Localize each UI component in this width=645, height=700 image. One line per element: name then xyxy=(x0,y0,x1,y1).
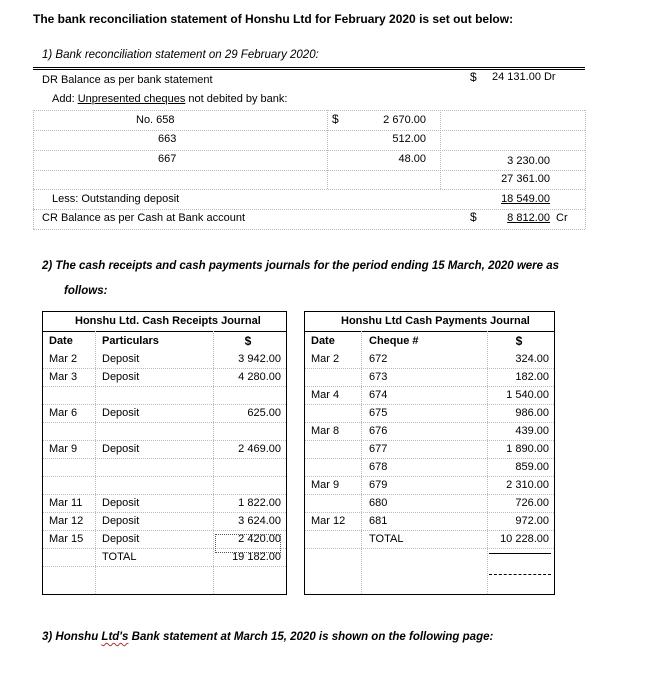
payments-title: Honshu Ltd Cash Payments Journal xyxy=(341,315,530,327)
payments-cell-amount: 859.00 xyxy=(515,461,549,473)
cheque-amount: 2 670.00 xyxy=(383,114,426,126)
receipts-cell-amount: 1 822.00 xyxy=(238,497,281,509)
receipts-cell-particulars: Deposit xyxy=(102,371,140,383)
payments-row-line xyxy=(305,422,554,423)
cheque-no: 667 xyxy=(158,153,177,165)
receipts-row-line xyxy=(43,476,286,477)
payments-row-line xyxy=(305,548,554,549)
receipts-col-line xyxy=(95,331,96,594)
receipts-cell-date: Mar 15 xyxy=(49,533,84,545)
payments-row-line xyxy=(305,476,554,477)
receipts-cell-particulars: Deposit xyxy=(102,353,140,365)
s1-grid-line xyxy=(33,110,34,229)
receipts-cell-amount: 625.00 xyxy=(247,407,281,419)
payments-header-amount: $ xyxy=(515,334,523,348)
s1-grid-line xyxy=(327,110,328,189)
section3-prefix: 3) Honshu xyxy=(42,631,102,643)
payments-cell-amount: 726.00 xyxy=(515,497,549,509)
payments-row-line xyxy=(305,458,554,459)
payments-cell-cheque: 673 xyxy=(369,371,388,383)
add-unpresented-label xyxy=(52,93,287,105)
payments-cell-date: Mar 4 xyxy=(311,389,340,401)
cr-balance-value: 8 812.00 xyxy=(507,212,550,224)
receipts-journal xyxy=(42,311,287,595)
receipts-col-line xyxy=(213,331,214,594)
receipts-cell-particulars: TOTAL xyxy=(102,551,137,563)
add-underlined: Unpresented cheques xyxy=(77,93,186,105)
subtotal-value: 27 361.00 xyxy=(501,173,550,185)
payments-cell-cheque: 672 xyxy=(369,353,388,365)
payments-cell-cheque: 678 xyxy=(369,461,388,473)
receipts-cell-particulars: Deposit xyxy=(102,443,140,455)
payments-cell-cheque: 676 xyxy=(369,425,388,437)
payments-header-cheque: Cheque # xyxy=(369,335,419,347)
dr-balance-value: 24 131.00 Dr xyxy=(492,71,556,83)
receipts-cell-particulars: Deposit xyxy=(102,515,140,527)
page-title: The bank reconciliation statement of Honshu Ltd for February 2020 is set out below: xyxy=(33,12,514,26)
cheques-total: 3 230.00 xyxy=(507,155,550,167)
payments-col-line xyxy=(361,331,362,594)
receipts-row-line xyxy=(43,404,286,405)
payments-row-line xyxy=(305,368,554,369)
payments-total-double-rule xyxy=(489,574,551,575)
receipts-row-line xyxy=(43,422,286,423)
receipts-cell-date: Mar 2 xyxy=(49,353,78,365)
payments-journal xyxy=(304,311,555,595)
s1-grid-line xyxy=(33,170,585,171)
section2-heading-line2: follows: xyxy=(64,285,108,297)
receipts-cell-date: Mar 6 xyxy=(49,407,78,419)
payments-cell-amount: 2 310.00 xyxy=(506,479,549,491)
receipts-cell-particulars: Deposit xyxy=(102,497,140,509)
section2-heading-line1: 2) The cash receipts and cash payments journals for the period ending 15 March, 2020 were as xyxy=(42,260,560,272)
section3-heading xyxy=(42,631,493,643)
section1-top-rule xyxy=(33,67,585,68)
payments-cell-cheque: 681 xyxy=(369,515,388,527)
payments-cell-cheque: 674 xyxy=(369,389,388,401)
receipts-highlight xyxy=(215,534,281,553)
payments-cell-cheque: 677 xyxy=(369,443,388,455)
payments-cell-amount: 182.00 xyxy=(515,371,549,383)
less-deposit-value: 18 549.00 xyxy=(501,193,550,205)
payments-cell-date: Mar 8 xyxy=(311,425,340,437)
receipts-header-particulars: Particulars xyxy=(102,335,159,347)
s1-grid-line xyxy=(33,229,585,230)
s1-grid-line xyxy=(33,209,585,210)
payments-cell-amount: 972.00 xyxy=(515,515,549,527)
payments-cell-cheque: 680 xyxy=(369,497,388,509)
receipts-row-line xyxy=(43,494,286,495)
receipts-row-line xyxy=(43,368,286,369)
s1-grid-line xyxy=(585,110,586,229)
payments-cell-date: Mar 12 xyxy=(311,515,346,527)
receipts-row-line xyxy=(43,386,286,387)
receipts-header-amount: $ xyxy=(244,334,252,348)
receipts-cell-date: Mar 3 xyxy=(49,371,78,383)
cheques-currency: $ xyxy=(332,112,339,126)
receipts-header-date: Date xyxy=(49,335,73,347)
payments-cell-date: Mar 2 xyxy=(311,353,340,365)
section1-top-rule-2 xyxy=(33,69,585,70)
payments-cell-amount: 10 228.00 xyxy=(500,533,549,545)
receipts-cell-amount: 2 469.00 xyxy=(238,443,281,455)
s1-grid-line xyxy=(440,110,441,189)
receipts-cell-amount: 19 182.00 xyxy=(232,551,281,563)
receipts-cell-amount: 3 942.00 xyxy=(238,353,281,365)
payments-row-line xyxy=(305,386,554,387)
receipts-row-line xyxy=(43,512,286,513)
cheque-amount: 512.00 xyxy=(392,133,426,145)
receipts-cell-particulars: Deposit xyxy=(102,533,140,545)
receipts-cell-amount: 2 420.00 xyxy=(238,533,281,545)
s1-grid-line xyxy=(33,110,585,111)
receipts-title-rule xyxy=(43,331,286,332)
cheque-no: No. 658 xyxy=(136,114,175,126)
dr-currency: $ xyxy=(470,70,477,84)
payments-cell-amount: 439.00 xyxy=(515,425,549,437)
section3-suffix: Bank statement at March 15, 2020 is shown on the following page: xyxy=(128,631,494,643)
payments-cell-amount: 324.00 xyxy=(515,353,549,365)
s1-grid-line xyxy=(33,189,585,190)
dr-balance-label: DR Balance as per bank statement xyxy=(42,74,213,86)
receipts-title: Honshu Ltd. Cash Receipts Journal xyxy=(75,315,261,327)
cr-suffix: Cr xyxy=(556,212,568,224)
payments-cell-amount: 1 890.00 xyxy=(506,443,549,455)
receipts-cell-amount: 3 624.00 xyxy=(238,515,281,527)
receipts-row-line xyxy=(43,458,286,459)
payments-col-line xyxy=(487,331,488,594)
payments-cell-amount: 1 540.00 xyxy=(506,389,549,401)
receipts-cell-particulars: Deposit xyxy=(102,407,140,419)
cr-currency: $ xyxy=(470,210,477,224)
payments-title-rule xyxy=(305,331,554,332)
payments-total-rule xyxy=(489,553,551,554)
section3-ltd: Ltd's xyxy=(101,631,129,643)
payments-cell-date: Mar 9 xyxy=(311,479,340,491)
receipts-cell-date: Mar 9 xyxy=(49,443,78,455)
s1-grid-line xyxy=(33,130,585,131)
receipts-row-line xyxy=(43,440,286,441)
payments-row-line xyxy=(305,404,554,405)
payments-header-date: Date xyxy=(311,335,335,347)
receipts-cell-date: Mar 11 xyxy=(49,497,83,509)
payments-cell-amount: 986.00 xyxy=(515,407,549,419)
cheque-amount: 48.00 xyxy=(398,153,426,165)
payments-cell-cheque: 675 xyxy=(369,407,388,419)
section1-heading: 1) Bank reconciliation statement on 29 February 2020: xyxy=(42,49,319,61)
payments-row-line xyxy=(305,494,554,495)
receipts-row-line xyxy=(43,530,286,531)
receipts-row-line xyxy=(43,566,286,567)
receipts-cell-date: Mar 12 xyxy=(49,515,84,527)
payments-cell-cheque: TOTAL xyxy=(369,533,404,545)
s1-grid-line xyxy=(33,150,585,151)
payments-row-line xyxy=(305,530,554,531)
add-prefix: Add: xyxy=(52,93,78,105)
receipts-cell-amount: 4 280.00 xyxy=(238,371,281,383)
payments-row-line xyxy=(305,512,554,513)
add-suffix: not debited by bank: xyxy=(185,93,288,105)
payments-cell-cheque: 679 xyxy=(369,479,388,491)
cr-balance-label: CR Balance as per Cash at Bank account xyxy=(42,212,246,224)
payments-row-line xyxy=(305,440,554,441)
cheque-no: 663 xyxy=(158,133,177,145)
less-deposit-label: Less: Outstanding deposit xyxy=(52,193,180,205)
